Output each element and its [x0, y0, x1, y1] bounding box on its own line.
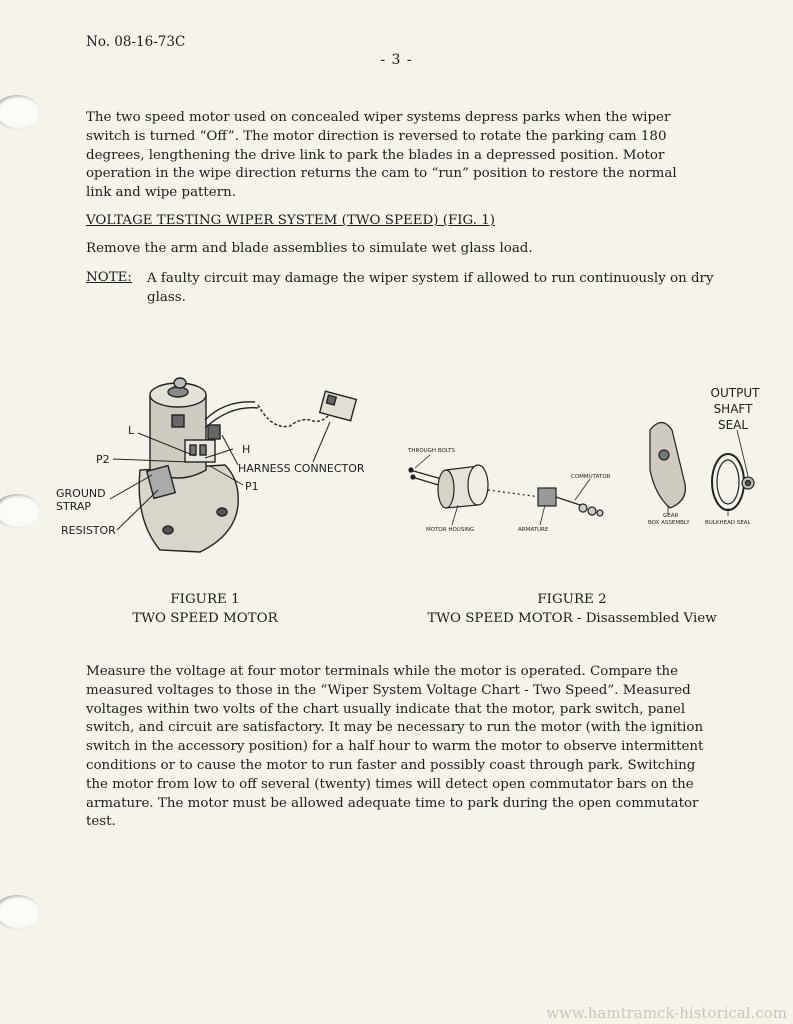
figure1-caption-title: TWO SPEED MOTOR — [132, 611, 278, 626]
label-seal: SEAL — [717, 418, 749, 432]
figure1-caption — [100, 590, 310, 628]
figure2-caption-number: FIGURE 2 — [537, 592, 607, 607]
binder-hole-bottom — [0, 895, 40, 929]
watermark: www.hamtramck-historical.com — [546, 1004, 787, 1022]
label-strap: STRAP — [56, 500, 92, 513]
label-shaft: SHAFT — [713, 402, 753, 416]
note-label: NOTE: — [86, 270, 132, 285]
figure2-output-shaft-label — [711, 386, 761, 432]
label-harness-connector: HARNESS CONNECTOR — [238, 462, 365, 475]
label-p1: P1 — [245, 480, 259, 493]
figure2-disassembled-drawing — [409, 423, 754, 517]
label-bulkhead-seal: BULKHEAD SEAL — [705, 520, 751, 526]
intro-paragraph: The two speed motor used on concealed wiper systems depress parks when the wiper switch is turned “Off”. The motor direction is reversed to rotate the parking cam 180 degrees, lengthening the drive link to park the blades in a depressed position. Motor operation in the wipe direction returns the cam to “run” position to restore the normal link and wipe pattern. — [86, 110, 677, 201]
section-heading: VOLTAGE TESTING WIPER SYSTEM (TWO SPEED) (FIG. 1) — [86, 213, 496, 228]
label-through-bolts: THROUGH BOLTS — [408, 448, 455, 454]
label-l: L — [128, 424, 135, 437]
label-motor-housing: MOTOR HOUSING — [426, 527, 475, 533]
note-text: A faulty circuit may damage the wiper system if allowed to run continuously on dry glass. — [147, 271, 714, 305]
label-h: H — [242, 443, 251, 456]
label-p2: P2 — [96, 453, 110, 466]
remove-instruction: Remove the arm and blade assemblies to simulate wet glass load. — [86, 241, 533, 256]
label-resistor: RESISTOR — [61, 524, 116, 537]
measure-paragraph: Measure the voltage at four motor terminals while the motor is operated. Compare the measured voltages to those in the “Wiper System Voltage Chart - Two Speed”. Measured voltages within two volts of the chart usually indicate that the motor, park switch, panel switch, and circuit are satisfactory. It may be necessary to run the motor (with the ignition switch in the accessory position) for a half hour to warm the motor to observe intermittent conditions or to cause the motor to run faster and possibly coast through park. Switching the motor from low to off several (twenty) times will detect open commutator bars on the armature. The motor must be allowed adequate time to park during the open commutator test. — [86, 664, 704, 830]
label-gear: GEAR — [663, 513, 679, 519]
label-box-assembly: BOX ASSEMBLY — [648, 520, 690, 526]
label-commutator: COMMUTATOR — [571, 474, 611, 480]
label-armature: ARMATURE — [518, 527, 549, 533]
page-number: - 3 - — [380, 52, 413, 68]
label-ground: GROUND — [56, 487, 106, 500]
figure1-caption-number: FIGURE 1 — [170, 592, 240, 607]
figure2-caption-title: TWO SPEED MOTOR - Disassembled View — [427, 611, 717, 626]
document-number: No. 08-16-73C — [86, 34, 186, 50]
figure2-caption — [412, 590, 732, 628]
label-output: OUTPUT — [710, 386, 760, 400]
